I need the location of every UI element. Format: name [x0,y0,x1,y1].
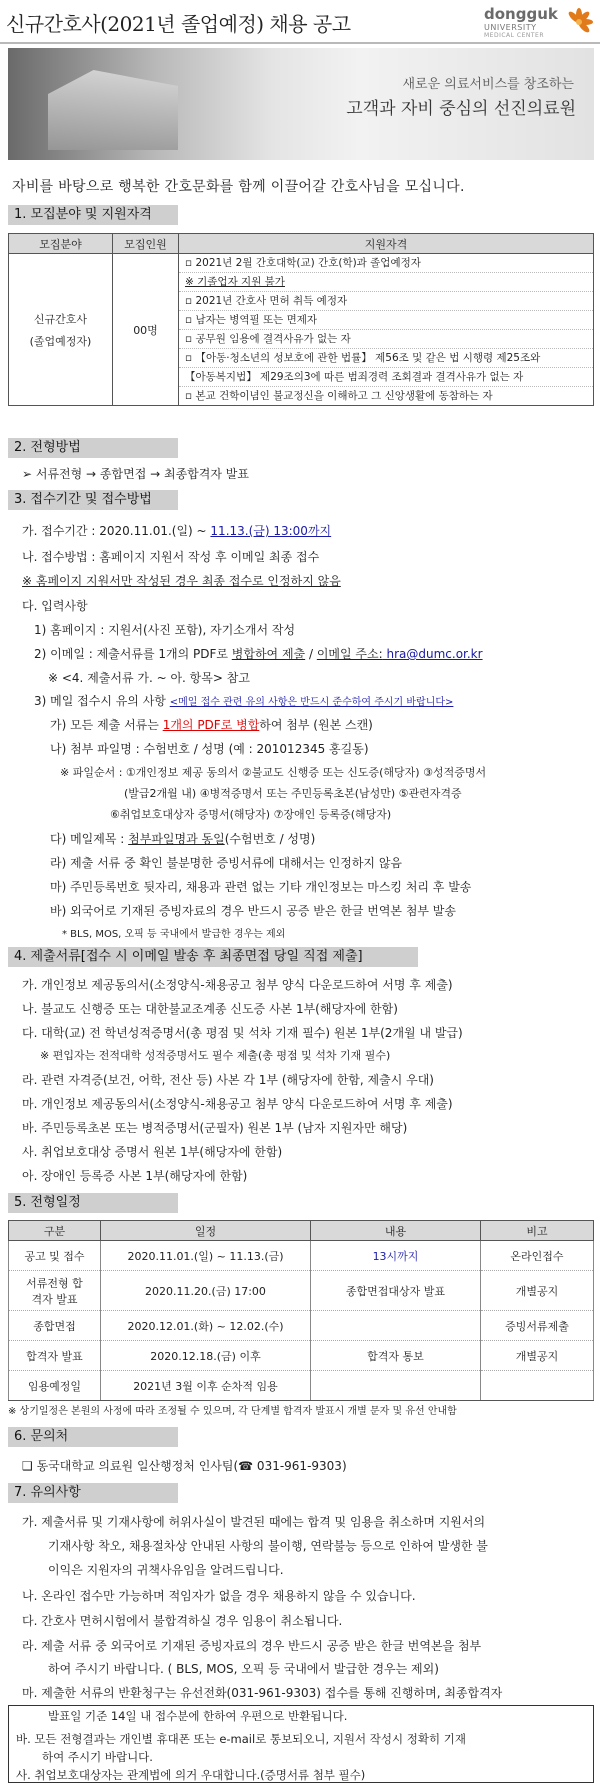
intro-text: 자비를 바탕으로 행복한 간호문화를 함께 이끌어갈 간호사님을 모십니다. [12,179,465,195]
doc-item: 사. 취업보호대상 증명서 원본 1부(해당자에 한함) [22,1145,283,1159]
table-row [9,1241,594,1271]
rule-ga [50,716,373,733]
col-date: 일정 [101,1221,311,1241]
cell: 공고 및 접수 [9,1241,101,1271]
input-1: 1) 홈페이지 : 지원서(사진 포함), 자기소개서 작성 [34,623,296,637]
section-6-heading: 6. 문의처 [8,1427,178,1447]
input-2-note: ※ <4. 제출서류 가. ~ 아. 항목> 참고 [48,671,250,685]
notice-da: 다. 간호사 면허시험에서 불합격하실 경우 임용이 취소됩니다. [22,1614,343,1628]
col-type: 구분 [9,1221,101,1241]
cell: 13시까지 [311,1241,481,1271]
cell: 2020.11.20.(금) 17:00 [101,1271,311,1311]
doc-item: 라. 관련 자격증(보건, 어학, 전산 등) 사본 각 1부 (해당자에 한함, 제출시 우대) [22,1073,434,1087]
section-5-heading: 5. 전형일정 [8,1193,178,1213]
qual-item: ▫ 2021년 간호사 면허 취득 예정자 [179,292,593,311]
banner-line2: 고객과 자비 중심의 선진의료원 [346,99,576,119]
rule-ba: 바) 외국어로 기재된 증빙자료의 경우 반드시 공증 받은 한글 번역본 첨부 발송 [50,904,456,918]
doc-item: 나. 불교도 신행증 또는 대한불교조계종 신도증 사본 1부(해당자에 한함) [22,1002,398,1016]
doc-item: 마. 개인정보 제공동의서(소정양식-채용공고 첨부 양식 다운로드하여 서명 후 제출) [22,1097,453,1111]
section-4-heading: 4. 제출서류[접수 시 이메일 발송 후 최종면접 당일 직접 제출] [8,947,418,967]
count-cell: 00명 [113,254,179,406]
notice-ba-2: 하여 주시기 바랍니다. [42,1750,153,1764]
method-note: ※ 홈페이지 지원서만 작성된 경우 최종 접수로 인정하지 않음 [22,574,341,588]
period-line [22,522,331,539]
hospital-logo [484,5,594,41]
doc-item: 바. 주민등록초본 또는 병적증명서(군필자) 원본 1부 (남자 지원자만 해당) [22,1121,408,1135]
file-order-2: (발급2개월 내) ④병적증명서 또는 주민등록초본(남성만) ⑤관련자격증 [124,787,462,800]
input-2 [34,645,483,662]
input-2-d: 이메일 주소: [316,647,383,661]
building-image [48,70,178,150]
qual-item: ▫ 공무원 임용에 결격사유가 없는 자 [179,330,593,349]
table-row [9,1271,594,1311]
cell: 합격자 발표 [9,1341,101,1371]
col-content: 내용 [311,1221,481,1241]
col-qualification: 지원자격 [179,234,594,254]
qualification-table [8,233,594,406]
notice-ga-3: 이익은 지원자의 귀책사유임을 알려드립니다. [48,1563,284,1577]
rule-da-a: 다) 메일제목 : [50,832,129,846]
input-title: 다. 입력사항 [22,599,88,613]
doc-item: 다. 대학(교) 전 학년성적증명서(총 평점 및 석차 기재 필수) 원본 1부(2개월 내 발급) [22,1026,463,1040]
input-3-b: <메일 접수 관련 유의 사항은 반드시 준수하여 주시기 바랍니다> [169,697,454,708]
logo-sub2: MEDICAL CENTER [484,32,544,39]
cell: 2021년 3월 이후 순차적 임용 [101,1371,311,1401]
notice-ma-1: 마. 제출한 서류의 반환청구는 유선전화(031-961-9303) 접수를 통해 진행하며, 최종합격자 [22,1686,503,1700]
table-row [9,1311,594,1341]
input-2-a: 2) 이메일 : 제출서류를 1개의 PDF로 [34,647,232,661]
doc-item-note: ※ 편입자는 전적대학 성적증명서도 필수 제출(총 평점 및 석차 기재 필수) [40,1049,391,1062]
section-7-heading: 7. 유의사항 [8,1483,178,1503]
rule-da [50,830,315,847]
section-1-heading: 1. 모집분야 및 지원자격 [8,205,178,225]
rule-na: 나) 첨부 파일명 : 수험번호 / 성명 (예 : 201012345 홍길동) [50,742,369,756]
file-order-1: ※ 파일순서 : ①개인정보 제공 동의서 ②불교도 신행증 또는 신도증(해당자) ③성적증명서 [60,766,487,779]
rule-ga-c: 하여 첨부 (원본 스캔) [259,718,373,732]
cell: 합격자 통보 [311,1341,481,1371]
notice-na: 나. 온라인 접수만 가능하며 적임자가 없을 경우 채용하지 않을 수 있습니다. [22,1589,416,1603]
logo-sub1: UNIVERSITY [484,23,537,32]
cell: 개별공지 [481,1341,594,1371]
col-count: 모집인원 [113,234,179,254]
rule-ga-a: 가) 모든 제출 서류는 [50,718,163,732]
period-label: 가. 접수기간 : 2020.11.01.(일) ~ [22,524,211,538]
table-row [9,1371,594,1401]
input-2-c: / [305,647,317,661]
logo-name: dongguk [484,5,558,23]
cell: 종합면접 [9,1311,101,1341]
rule-ma: 마) 주민등록번호 뒷자리, 채용과 관련 없는 기타 개인정보는 마스킹 처리 후 발송 [50,880,472,894]
cell: 2020.12.01.(화) ~ 12.02.(수) [101,1311,311,1341]
cell: 서류전형 합격자 발표 [9,1271,101,1311]
schedule-note: ※ 상기일정은 본원의 사정에 따라 조정될 수 있으며, 각 단계별 합격자 발표시 개별 문자 및 유선 안내함 [8,1406,457,1417]
rule-da-c: (수험번호 / 성명) [224,832,316,846]
qual-item [179,273,593,292]
qual-item: ▫ 2021년 2월 간호대학(교) 간호(학)과 졸업예정자 [179,254,593,273]
input-3-a: 3) 메일 접수시 유의 사항 [34,694,170,708]
file-order-3: ⑥취업보호대상자 증명서(해당자) ⑦장애인 등록증(해당자) [110,808,392,821]
email-link[interactable]: hra@dumc.or.kr [382,647,483,661]
page-title: 신규간호사(2021년 졸업예정) 채용 공고 [6,12,351,36]
doc-item: 가. 개인정보 제공동의서(소정양식-채용공고 첨부 양식 다운로드하여 서명 후 제출) [22,978,453,992]
process-flow: ➢ 서류전형 → 종합면접 → 최종합격자 발표 [22,467,249,481]
notice-ra-1: 라. 제출 서류 중 외국어로 기재된 증빙자료의 경우 반드시 공증 받은 한글 번역본을 첨부 [22,1639,482,1653]
contact-line: ❑ 동국대학교 의료원 일산행정처 인사팀(☎ 031-961-9303) [22,1459,347,1473]
title-bar [0,0,600,44]
banner-line1: 새로운 의료서비스를 창조하는 [402,77,574,92]
table-row [9,1341,594,1371]
method-line: 나. 접수방법 : 홈페이지 지원서 작성 후 이메일 최종 접수 [22,550,320,564]
banner [8,48,594,160]
col-field: 모집분야 [9,234,113,254]
cell [311,1311,481,1341]
field-cell [9,254,113,406]
qual-cell [179,254,594,406]
cell: 개별공지 [481,1271,594,1311]
cell: 임용예정일 [9,1371,101,1401]
input-2-b: 병합하여 제출 [231,647,306,661]
rule-da-b: 첨부파일명과 동일 [128,832,225,846]
notice-ga-2: 기재사항 착오, 채용절차상 안내된 사항의 불이행, 연락불능 등으로 인하여 발생한 불 [48,1539,488,1553]
qual-item: ▫ 남자는 병역필 또는 면제자 [179,311,593,330]
section-3-heading: 3. 접수기간 및 접수방법 [8,490,178,510]
notice-ba-1: 바. 모든 전형결과는 개인별 휴대폰 또는 e-mail로 통보되오니, 지원서 작성시 정확히 기재 [16,1732,466,1746]
lotus-icon [564,7,594,37]
qual-item: ▫ 본교 건학이념인 불교정신을 이해하고 그 신앙생활에 동참하는 자 [185,390,493,402]
cell [481,1371,594,1401]
notice-ma-2: 발표일 기준 14일 내 접수분에 한하여 우편으로 반환됩니다. [48,1709,348,1723]
qual-item: ▫ 【아동·청소년의 성보호에 관한 법률】 제56조 및 같은 법 시행령 제25조와 [179,349,593,368]
section-2-heading: 2. 전형방법 [8,438,178,458]
cell: 증빙서류제출 [481,1311,594,1341]
cell: 2020.12.18.(금) 이후 [101,1341,311,1371]
field-name-2: (졸업예정자) [29,334,92,348]
col-remark: 비고 [481,1221,594,1241]
doc-item: 아. 장애인 등록증 사본 1부(해당자에 한함) [22,1169,248,1183]
cell [311,1371,481,1401]
cell: 종합면접대상자 발표 [311,1271,481,1311]
qual-item-text: ※ 기졸업자 지원 불가 [185,276,285,288]
cell: 온라인접수 [481,1241,594,1271]
cell: 2020.11.01.(일) ~ 11.13.(금) [101,1241,311,1271]
notice-sa: 사. 취업보호대상자는 관계법에 의거 우대합니다.(증명서류 첨부 필수) [16,1768,366,1782]
rule-ga-b: 1개의 PDF로 병합 [162,718,260,732]
input-3 [34,692,453,709]
period-end: 11.13.(금) 13:00까지 [210,524,332,538]
rule-ba-note: * BLS, MOS, 오픽 등 국내에서 발급한 경우는 제외 [62,929,286,940]
schedule-table [8,1220,594,1401]
notice-ga-1: 가. 제출서류 및 기재사항에 허위사실이 발견된 때에는 합격 및 임용을 취소하며 지원서의 [22,1515,486,1529]
field-name: 신규간호사 [33,312,88,326]
rule-ra: 라) 제출 서류 중 확인 불분명한 증빙서류에 대해서는 인정하지 않음 [50,856,402,870]
qual-item: 【아동복지법】 제29조의3에 따른 범죄경력 조회결과 결격사유가 없는 자 [179,368,593,387]
notice-ra-2: 하여 주시기 바랍니다. ( BLS, MOS, 오픽 등 국내에서 발급한 경우는 제외) [48,1662,439,1676]
